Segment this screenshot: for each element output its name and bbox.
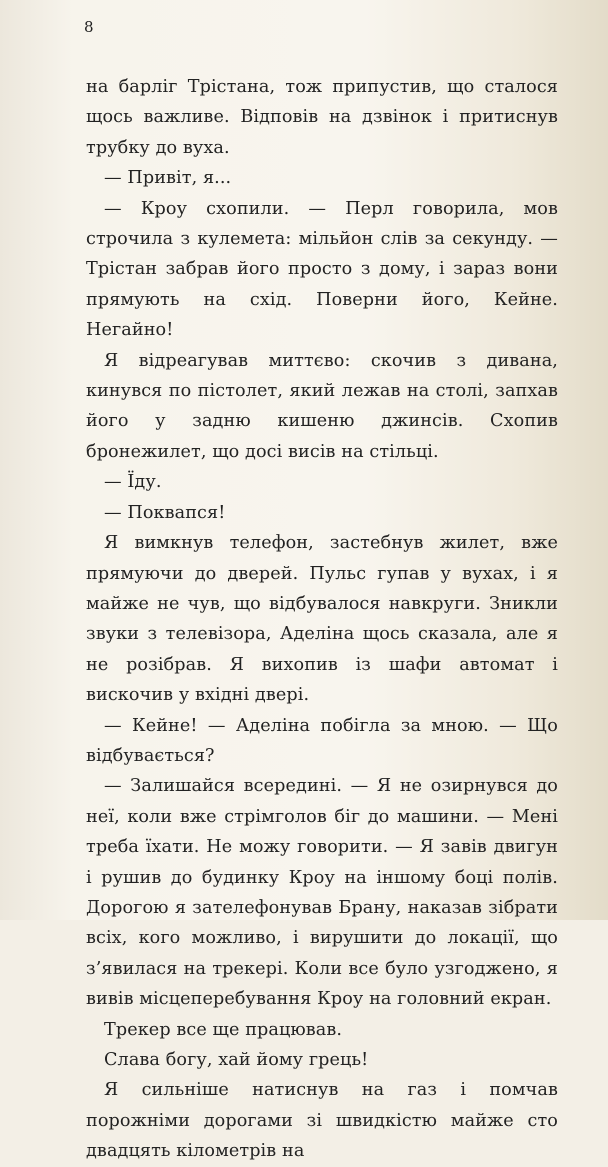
paragraph-7: Я вимкнув телефон, застебнув жилет, вже прямуючи до дверей. Пульс гупав у вухах, і я майже не чув, що відбувалося навкруги. Зникли звуки з телевізора, Аделіна щось сказала, але я не розібрав. Я вихопив із шафи автомат і вискочив у вхідні двері. xyxy=(86,533,558,706)
paragraph-2: — Привіт, я... xyxy=(104,168,232,189)
paragraph-4: Я відреагував миттєво: скочив з дивана, кинувся по пістолет, який лежав на столі, запхав його у задню кишеню джинсів. Схопив бронежилет, що досі висів на стільці. xyxy=(86,350,558,462)
paragraph-5: — Їду. xyxy=(104,472,162,493)
paragraph-8: — Кейне! — Аделіна побігла за мною. — Що відбувається? xyxy=(86,715,558,766)
paragraph-11: Слава богу, хай йому грець! xyxy=(104,1050,369,1070)
paragraph-12: Я сильніше натиснув на газ і помчав порожніми дорогами зі швидкістю майже сто двадцять кілометрів на xyxy=(86,1080,558,1162)
page-text xyxy=(86,72,558,1167)
paragraph-1: на барліг Трістана, тож припустив, що сталося щось важливе. Відповів на дзвінок і притиснув трубку до вуха. xyxy=(86,77,558,158)
page-number: 8 xyxy=(84,18,94,36)
paragraph-6: — Поквапся! xyxy=(104,502,226,523)
paragraph-10: Трекер все ще працював. xyxy=(104,1019,343,1040)
paragraph-3: — Кроу схопили. — Перл говорила, мов строчила з кулемета: мільйон слів за секунду. — Трістан забрав його просто з дому, і зараз вони прямують на схід. Поверни його, Кейне. Негайно! xyxy=(86,198,558,341)
paragraph-9: — Залишайся всередині. — Я не озирнувся до неї, коли вже стрімголов біг до машини. — Мені треба їхати. Не можу говорити. — Я завів двигун і рушив до будинку Кроу на іншому боці полів. Дорогою я зателефонував Брану, наказав зібрати всіх, кого можливо, і вирушити до локації, що з’явилася на трекері. Коли все було узгоджено, я вивів місцеперебування Кроу на головний екран. xyxy=(86,776,558,1010)
